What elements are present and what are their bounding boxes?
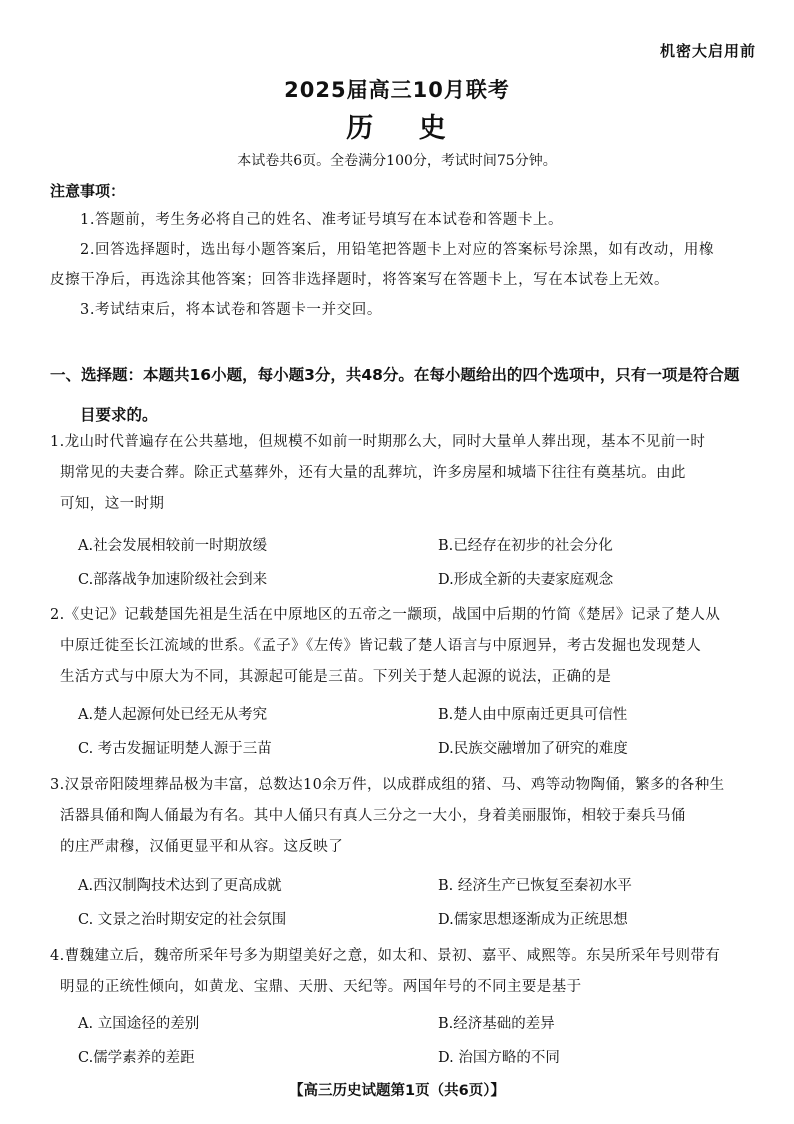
option-row <box>78 732 738 766</box>
option-a[interactable]: A.楚人起源何处已经无从考究 <box>78 707 268 723</box>
section-header <box>50 355 750 435</box>
question-1 <box>50 427 750 520</box>
question-line: 中原迁徙至长江流域的世系。《孟子》《左传》皆记载了楚人语言与中原迥异，考古发掘也发现楚人 <box>60 638 702 654</box>
question-line: 生活方式与中原大为不同，其源起可能是三苗。下列关于楚人起源的说法，正确的是 <box>60 669 612 685</box>
option-b[interactable]: B.已经存在初步的社会分化 <box>438 538 613 554</box>
question-3 <box>50 770 750 863</box>
exam-info: 本试卷共6页。全卷满分100分，考试时间75分钟。 <box>237 153 557 169</box>
option-b[interactable]: B.经济基础的差异 <box>438 1016 555 1032</box>
option-d[interactable]: D.形成全新的夫妻家庭观念 <box>438 572 614 588</box>
page-footer: 【高三历史试题第1页（共6页）】 <box>289 1083 505 1099</box>
question-4 <box>50 941 750 1003</box>
option-d[interactable]: D. 治国方略的不同 <box>438 1050 560 1066</box>
option-a[interactable]: A.社会发展相较前一时期放缓 <box>78 538 268 554</box>
question-2 <box>50 600 750 693</box>
question-line: 期常见的夫妻合葬。除正式墓葬外，还有大量的乱葬坑，许多房屋和城墙下往往有奠基坑。由此 <box>60 465 686 481</box>
section-header-line: 目要求的。 <box>80 406 158 424</box>
option-b[interactable]: B. 经济生产已恢复至秦初水平 <box>438 878 632 894</box>
question-line: 3.汉景帝阳陵埋葬品极为丰富，总数达10余万件，以成群成组的猪、马、鸡等动物陶俑，繁多的各种生 <box>50 777 725 793</box>
option-row <box>78 903 738 937</box>
option-a[interactable]: A.西汉制陶技术达到了更高成就 <box>78 878 282 894</box>
option-row <box>78 869 738 903</box>
question-line: 4.曹魏建立后，魏帝所采年号多为期望美好之意，如太和、景初、嘉平、咸熙等。东吴所采年号则带有 <box>50 948 721 964</box>
option-row <box>78 1041 738 1075</box>
option-d[interactable]: D.民族交融增加了研究的难度 <box>438 741 628 757</box>
question-4-options <box>78 1007 738 1075</box>
option-row <box>78 698 738 732</box>
question-line: 1.龙山时代普遍存在公共墓地，但规模不如前一时期那么大，同时大量单人葬出现，基本不见前一时 <box>50 434 706 450</box>
option-b[interactable]: B.楚人由中原南迁更具可信性 <box>438 707 628 723</box>
notice-item: 1.答题前，考生务必将自己的姓名、准考证号填写在本试卷和答题卡上。 <box>80 212 564 228</box>
notice-title: 注意事项： <box>50 182 126 200</box>
section-header-line: 一、选择题：本题共16小题，每小题3分，共48分。在每小题给出的四个选项中，只有一项是符合题 <box>50 366 740 384</box>
question-1-options <box>78 529 738 597</box>
subject-title: 历 史 <box>346 113 464 144</box>
question-line: 明显的正统性倾向，如黄龙、宝鼎、天册、天纪等。两国年号的不同主要是基于 <box>60 979 582 995</box>
question-line: 活器具俑和陶人俑最为有名。其中人俑只有真人三分之一大小，身着美丽服饰，相较于秦兵马俑 <box>60 808 686 824</box>
confidential-label: 机密大启用前 <box>659 42 756 60</box>
question-3-options <box>78 869 738 937</box>
question-line: 的庄严肃穆，汉俑更显平和从容。这反映了 <box>60 839 344 855</box>
notice-item: 3.考试结束后，将本试卷和答题卡一并交回。 <box>80 302 382 318</box>
question-2-options <box>78 698 738 766</box>
notice-item: 2.回答选择题时，选出每小题答案后，用铅笔把答题卡上对应的答案标号涂黑，如有改动，用橡 <box>80 242 715 258</box>
option-row <box>78 563 738 597</box>
option-c[interactable]: C.部落战争加速阶级社会到来 <box>78 572 268 588</box>
option-d[interactable]: D.儒家思想逐渐成为正统思想 <box>438 912 628 928</box>
notice-item: 皮擦干净后，再选涂其他答案；回答非选择题时，将答案写在答题卡上，写在本试卷上无效。 <box>50 272 670 288</box>
question-line: 可知，这一时期 <box>60 496 165 512</box>
option-c[interactable]: C.儒学素养的差距 <box>78 1050 195 1066</box>
option-c[interactable]: C. 文景之治时期安定的社会氛围 <box>78 912 287 928</box>
question-line: 2.《史记》记载楚国先祖是生活在中原地区的五帝之一颛顼，战国中后期的竹简《楚居》记录了楚人从 <box>50 607 721 623</box>
option-row <box>78 529 738 563</box>
option-c[interactable]: C. 考古发掘证明楚人源于三苗 <box>78 741 272 757</box>
notice-list <box>50 205 748 325</box>
exam-title: 2025届高三10月联考 <box>284 78 510 102</box>
option-a[interactable]: A. 立国途径的差别 <box>78 1016 200 1032</box>
option-row <box>78 1007 738 1041</box>
